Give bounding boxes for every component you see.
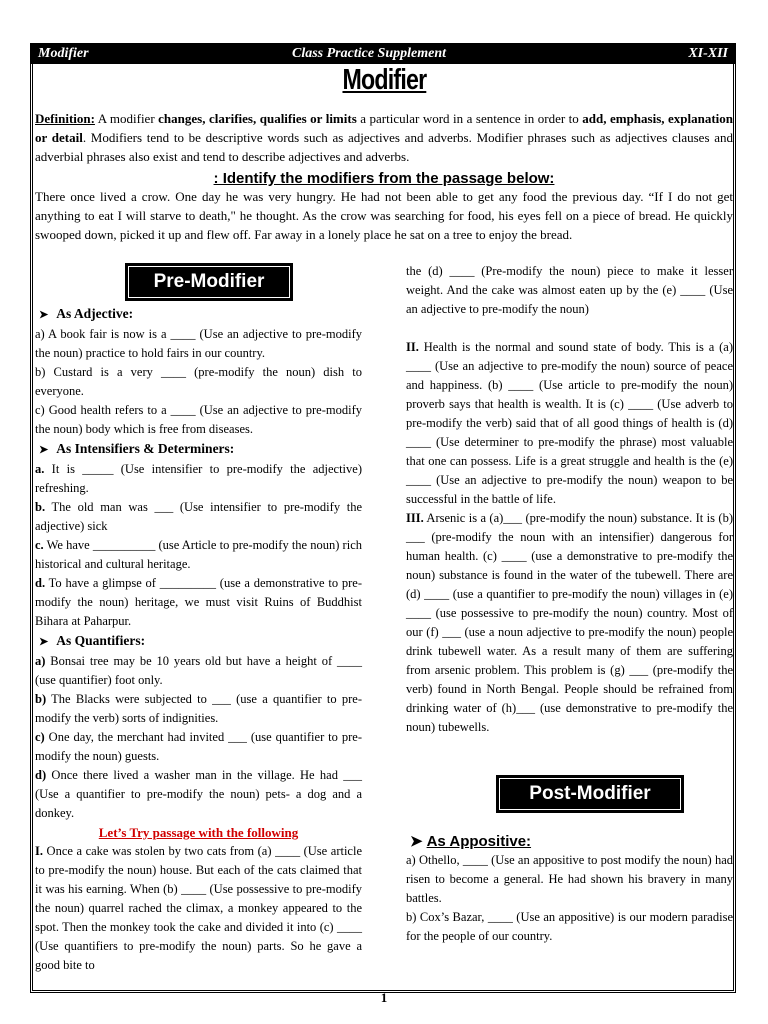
definition-bold-2: add, emphasis, explanation or detail [35,111,734,145]
arrow-icon: ➤ [39,444,49,456]
adjective-heading: ➤ As Adjective: [39,306,134,321]
arrow-icon: ➤ [410,833,423,850]
passage-1-continued: the (d) ____ (Pre-modify the noun) piece to make it lesser weight. And the cake was almost eaten up by the (e) ____ (Use an adjective to pre-modify the noun) [406,264,733,316]
quantifier-item-c: c) One day, the merchant had invited ___ (use quantifier to pre-modify the noun) guests. [35,730,362,763]
quantifier-item-d: d) Once there lived a washer man in the village. He had ___ (Use a quantifier to pre-modify the noun) pets- a dog and a donkey. [35,768,362,820]
quantifier-item-b: b) The Blacks were subjected to ___ (use a quantifier to pre-modify the verb) sorts of indignities. [35,692,362,725]
subheading: : Identify the modifiers from the passage below: [213,170,555,187]
header-right: XI-XII [688,46,728,61]
quantifiers-heading: ➤ As Quantifiers: [39,633,146,648]
intensifiers-heading: ➤ As Intensifiers & Determiners: [39,441,235,456]
page-title: Modifier [342,64,426,96]
subheading-wrap [0,170,768,187]
intensifier-item-b: b. The old man was ___ (Use intensifier to pre-modify the adjective) sick [35,500,362,533]
definition-text-3: . Modifiers tend to be descriptive words such as adjectives and adverbs. Modifier phrases such as adjectives clauses and adverbial phrases also exist and tend to describe adjectives and adverbs. [35,130,733,164]
passage-2: II. Health is the normal and sound state of body. This is a (a) ____ (Use an adjective to pre-modify the noun) source of peace and happiness. (b) ____ (Use article to pre-modify the noun) proverb says that health is wealth. It is (c) ____ (Use adverb to pre-modify the verb) said that of all good things of health is (d) ____ (Use determiner to pre-modify the phrase) most valuable that one can possess. Life is a great struggle and health is the (e) ____ (Use an adjective to pre-modify the noun) weapon to be successful in the battle of life. [406,340,733,506]
quantifier-item-a: a) Bonsai tree may be 10 years old but have a height of ____ (use quantifier) foot only. [35,654,362,687]
header-center: Class Practice Supplement [292,46,446,61]
pre-modifier-box [125,263,293,301]
post-modifier-box [496,775,684,813]
right-column [406,262,733,737]
pre-modifier-title: Pre-Modifier [129,267,289,297]
adjective-item-a: a) A book fair is now is a ____ (Use an adjective to pre-modify the noun) practice to hold fairs in our country. [35,327,362,360]
intensifier-item-d: d. To have a glimpse of _________ (use a demonstrative to pre-modify the noun) heritage, we must visit Ruins of Buddhist Bihara at Paharpur. [35,576,362,628]
definition-bold-1: changes, clarifies, qualifies or limits [158,111,357,126]
lets-try-heading: Let’s Try passage with the following [98,825,299,840]
crow-passage: There once lived a crow. One day he was very hungry. He had not been able to get any food the previous day. “If I do not get anything to eat I will starve to death," he thought. As the crow was searching for food, his eyes fell on a piece of bread. He quickly swooped down, picked it up and flew off. Far away in a lonely place he sat on a tree to enjoy the bread. [35,189,733,242]
intensifier-item-c: c. We have __________ (use Article to pre-modify the noun) rich historical and cultural heritage. [35,538,362,571]
passage-3: III. Arsenic is a (a)___ (pre-modify the noun) substance. It is (b) ___ (pre-modify the noun with an intensifier) dangerous for human health. (c) ____ (use a demonstrative to pre-modify the noun) substance is found in the water of the tubewell. There are (d) ____ (use a quantifier to pre-modify the noun) villages in (e) ____ (use possessive to pre-modify the noun) country. Most of our (f) ___ (use a noun adjective to pre-modify the noun) people drink tubewell water. As a result many of them are suffering from arsenic problem. This problem is (g) ___ (pre-modify the verb) found in North Bengal. People should be refrained from drinking water of (h)___ (use demonstrative to pre-modify the noun) tubewells. [406,511,733,734]
arrow-icon: ➤ [39,636,49,648]
arrow-icon: ➤ [39,309,49,321]
header-left: Modifier [38,46,89,61]
appositive-heading: ➤ As Appositive: [410,833,532,850]
appositive-section [406,832,733,946]
adjective-item-b: b) Custard is a very ____ (pre-modify the noun) dish to everyone. [35,365,362,398]
passage-1: I. Once a cake was stolen by two cats from (a) ____ (Use article to pre-modify the noun) house. But each of the cats claimed that it was his earning. When (b) ____ (Use possessive to pre-modify the noun) quarrel rached the climax, a monkey appeared to the spot. Then the monkey took the cake and divided it into (c) ____ (Use quantifiers to pre-modify the noun) parts. So he gave a good bite to [35,844,362,972]
post-modifier-title: Post-Modifier [500,779,680,809]
appositive-item-b: b) Cox’s Bazar, ____ (Use an appositive) is our modern paradise for the people of our country. [406,910,733,943]
intensifier-item-a: a. It is _____ (Use intensifier to pre-modify the adjective) refreshing. [35,462,362,495]
definition-text-1: A modifier [94,111,159,126]
definition [35,109,733,166]
adjective-item-c: c) Good health refers to a ____ (Use an adjective to pre-modify the noun) body which is free from diseases. [35,403,362,436]
page-header [30,44,736,64]
appositive-item-a: a) Othello, ____ (Use an appositive to post modify the noun) had risen to become a general. He had shown his bravery in many battles. [406,853,733,905]
left-column [35,304,362,975]
definition-label: Definition: [35,111,95,126]
page-title-wrap [0,64,768,97]
page-number: 1 [380,990,388,1005]
definition-text-2: a particular word in a sentence in order to [356,111,583,126]
